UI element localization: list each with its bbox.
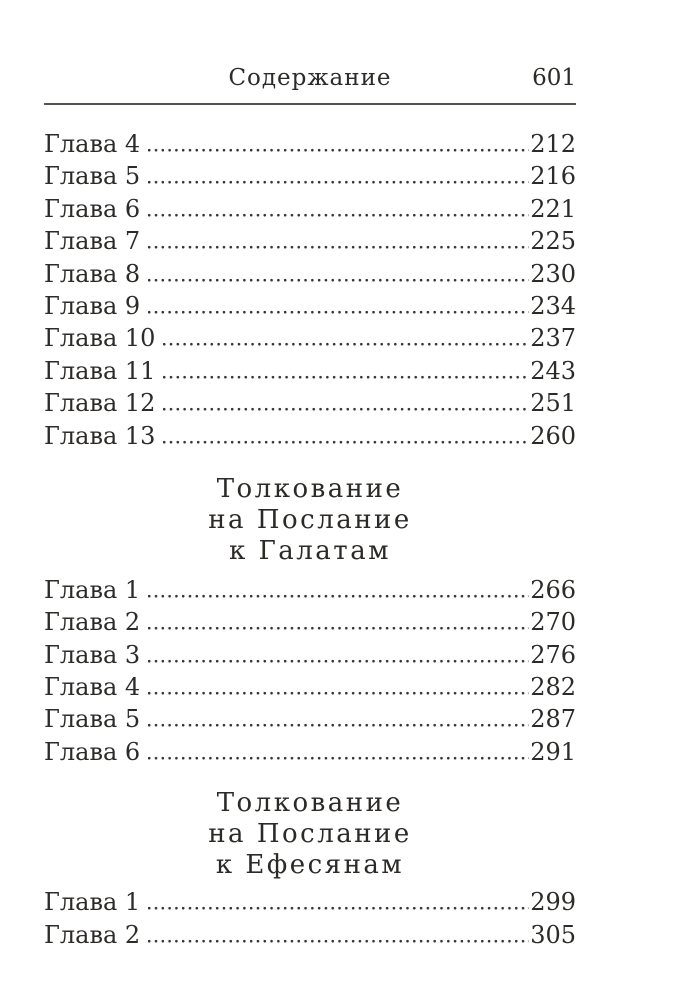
toc-entry-page: 299 [530,888,576,917]
toc-entry [44,128,576,160]
toc-entry-label: Глава 13 [44,421,156,450]
toc-entry [44,387,576,419]
toc-entry-page: 225 [530,227,576,256]
toc-entry-page: 212 [530,130,576,158]
dot-leader [148,180,529,184]
toc-entry [44,355,576,387]
toc-entry-label: Глава 3 [44,640,141,669]
running-title: Содержание [228,65,392,91]
toc-entry-page: 251 [530,389,576,418]
dot-leader [148,906,529,910]
section-heading-line: Толкование [216,473,404,504]
toc-entry-page: 266 [530,575,576,604]
toc-entry-page: 291 [530,737,576,766]
toc-entry-page: 230 [530,259,576,288]
toc-entry [44,258,576,290]
section-heading-line: на Послание [208,819,412,850]
toc-entry-page: 221 [530,194,576,223]
section-heading-line: на Послание [208,504,412,535]
toc-entry [44,225,576,257]
toc-entry [44,160,576,192]
toc-entry [44,703,576,735]
dot-leader [148,213,529,217]
toc-section-romans-chapters [44,128,576,452]
dot-leader [148,626,529,630]
dot-leader [163,407,529,411]
dot-leader [163,375,529,379]
dot-leader [163,440,529,444]
toc-entry-page: 305 [530,920,576,949]
dot-leader [148,723,529,727]
toc-entry-label: Глава 2 [44,608,141,637]
toc-entry-label: Глава 6 [44,737,141,766]
section-heading-galatians [44,474,576,567]
dot-leader [148,245,529,249]
toc-section-ephesians-chapters [44,886,576,951]
toc-entry [44,322,576,354]
text-block [44,0,576,951]
toc-entry-label: Глава 10 [44,324,156,353]
toc-entry [44,420,576,452]
toc-entry-page: 282 [530,673,576,702]
dot-leader [148,756,529,760]
section-heading-line: к Ефесянам [215,850,405,881]
toc-entry-label: Глава 8 [44,259,141,288]
toc-entry-label: Глава 11 [44,356,156,385]
toc-entry-label: Глава 7 [44,227,141,256]
dot-leader [148,148,529,152]
header-rule [44,103,576,105]
toc-entry-label: Глава 12 [44,389,156,418]
toc-entry-label: Глава 1 [44,888,141,917]
page-header [44,0,576,92]
toc-entry-label: Глава 1 [44,575,141,604]
dot-leader [163,342,529,346]
toc-entry [44,671,576,703]
section-heading-ephesians [44,788,576,881]
toc-entry [44,606,576,638]
toc-entry [44,639,576,671]
dot-leader [148,594,529,598]
toc-entry-page: 276 [530,640,576,669]
toc-entry [44,919,576,951]
dot-leader [148,691,529,695]
page-number: 601 [532,65,576,91]
toc-entry-label: Глава 5 [44,162,141,191]
toc-entry-label: Глава 5 [44,705,141,734]
toc-entry [44,886,576,918]
toc-entry-page: 216 [530,162,576,191]
toc-entry-page: 237 [530,324,576,353]
toc-entry [44,193,576,225]
toc-entry-label: Глава 2 [44,920,141,949]
section-heading-line: к Галатам [229,535,391,566]
section-heading-line: Толкование [216,788,404,819]
toc-entry-page: 243 [530,356,576,385]
toc-entry-label: Глава 9 [44,291,141,320]
toc-entry [44,290,576,322]
toc-entry-page: 260 [530,421,576,450]
dot-leader [148,278,529,282]
toc-entry-label: Глава 6 [44,194,141,223]
dot-leader [148,939,529,943]
toc-entry-page: 234 [530,291,576,320]
toc-section-galatians-chapters [44,574,576,768]
toc-entry-label: Глава 4 [44,673,141,702]
toc-entry [44,574,576,606]
dot-leader [148,659,529,663]
toc-entry-page: 287 [530,705,576,734]
toc-entry-page: 270 [530,608,576,637]
dot-leader [148,310,529,314]
toc-entry-label: Глава 4 [44,130,141,158]
toc-entry [44,736,576,768]
